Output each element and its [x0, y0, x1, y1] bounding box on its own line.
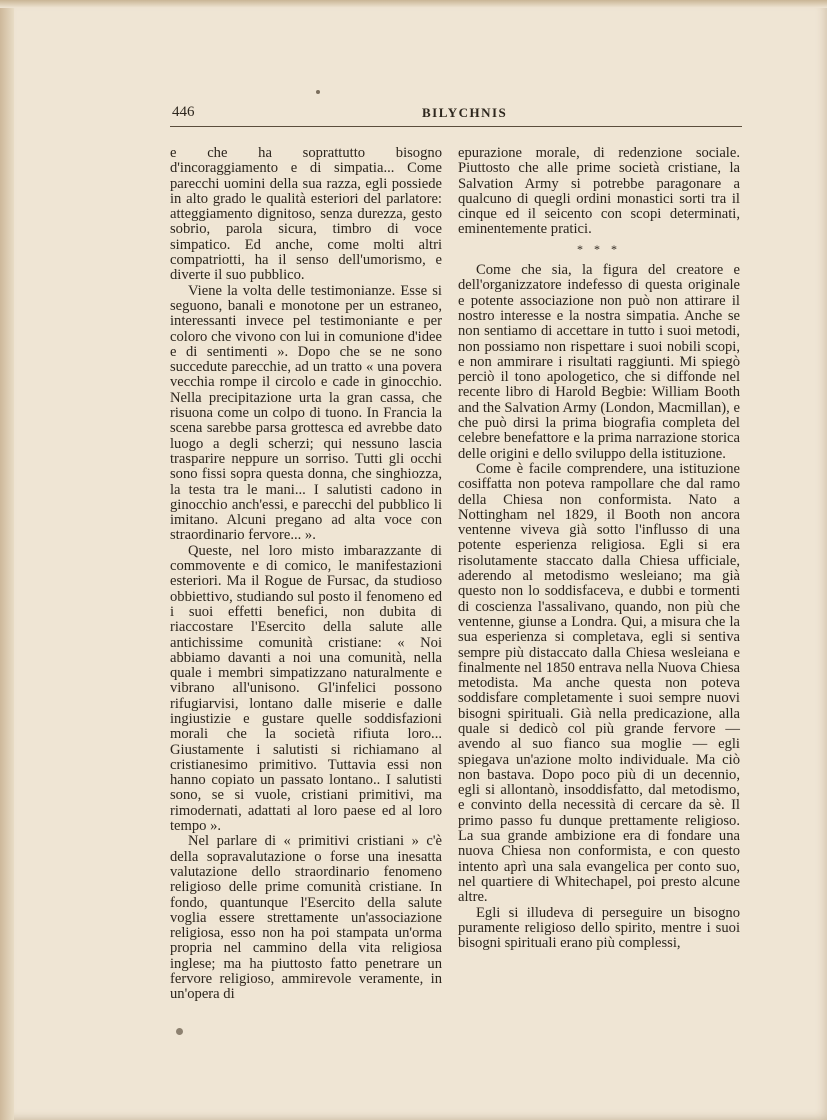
page-header [170, 100, 742, 127]
paragraph: epurazione morale, di redenzione sociale. Piuttosto che alle prime società cristiane, la Salvation Army si potrebbe paragonare a qualcuno di quegli ordini monastici sorti tra il cinque ed il seicento con scopi determinati, eminentemente pratici. [458, 145, 740, 238]
right-column [458, 146, 740, 951]
running-title: BILYCHNIS [422, 105, 508, 120]
page-number: 446 [172, 104, 195, 120]
page-top-edge [0, 0, 827, 8]
paragraph: e che ha soprattutto bisogno d'incoraggiamento e di simpatia... Come parecchi uomini della sua razza, egli possiede in alto grado le qualità esteriori del parlatore: atteggiamento dignitoso, senza durezza, gesto sobrio, parola sicura, timbro di voce simpatico. Ed anche, come molti altri compatriotti, ha il senso dell'umorismo, e diverte il suo pubblico. [170, 145, 442, 284]
paragraph: Queste, nel loro misto imbarazzante di commovente e di comico, le manifestazioni esteriori. Ma il Rogue de Fursac, da studioso obbiettivo, studiando sul posto il fenomeno ed i suoi effetti benefici, non dubita di riaccostare l'Esercito della salute alle antichissime comunità cristiane: « Noi abbiamo davanti a noi una comunità, nella quale i membri simpatizzano naturalmente e vibrano all'unisono. Gl'infelici possono rifugiarvisi, lontano dalle miserie e dalle ingiustizie e gustare quelle soddisfazioni morali che la società rifiuta loro... Giustamente i salutisti si richiamano al cristianesimo primitivo. Tuttavia essi non hanno copiato un passato lontano.. I salutisti sono, se si vuole, cristiani primitivi, ma rimodernati, adattati al loro paese ed al loro tempo ». [170, 542, 442, 835]
paragraph: Come è facile comprendere, una istituzione cosiffatta non poteva rampollare che dal ramo della Chiesa non conformista. Nato a Nottingham nel 1829, il Booth non ancora ventenne viveva già sotto l'influsso di una potente esperienza religiosa. Egli si era risolutamente staccato dalla Chiesa ufficiale, aderendo al metodismo wesleiano; ma già questo non lo soddisfaceva, e dubbi e tormenti di coscienza l'assalivano, quando, non più che ventenne, giunse a Londra. Qui, a misura che la sua esperienza si completava, egli si sentiva sempre più distaccato dalla Chiesa wesleiana e finalmente nel 1850 entrava nella Nuova Chiesa metodista. Ma anche questa non poteva soddisfare completamente i suoi sempre nuovi bisogni spirituali. Già nella predicazione, alla quale si dedicò col più grande fervore — avendo al suo fianco sua moglie — egli spiegava un'azione molto individuale. Ma ciò non bastava. Dopo poco più di un decennio, egli si allontanò, insoddisfatto, dal metodismo, e convinto della necessità di cercare da sè. Il primo passo fu dunque prettamente religioso. La sua grande ambizione era di fondare una nuova Chiesa non conformista, e con questo intento aprì una sala evangelica per conto suo, nel quartiere di Whitechapel, poi presto alcune altre. [458, 460, 740, 906]
page-left-edge [0, 0, 14, 1120]
ink-spot [176, 1028, 183, 1035]
section-separator: * * * [577, 241, 621, 256]
paragraph: Come che sia, la figura del creatore e dell'organizzatore indefesso di questa originale e potente associazione non può non attirare il nostro interesse e la nostra simpatia. Anche se non sentiamo di accettare in tutto i suoi metodi, non possiamo non rispettare i suoi nobili scopi, e non ammirare i risultati raggiunti. Mi spiegò perciò il tono apologetico, che si diffonde nel recente libro di Harold Begbie: William Booth and the Salvation Army (London, Macmillan), e che può dirsi la prima biografia completa del celebre benefattore e la prima narrazione storica delle origini e dello sviluppo della istituzione. [458, 262, 740, 462]
paragraph: Viene la volta delle testimonianze. Esse si seguono, banali e monotone per un estraneo, interessanti invece pel testimoniante e per coloro che vivono con lui in comunione d'idee e di sentimenti ». Dopo che se ne sono succedute parecchie, ad un tratto « una povera vecchia rompe il circolo e cade in ginocchio. Nella precipitazione urta la gran cassa, che risuona come un colpo di tuono. In Francia la scena sarebbe parsa grottesca ed avrebbe dato luogo a degli scherzi; qui nessuno lascia trasparire neppure un sorriso. Tutti gli occhi sono fissi sopra questa donna, che singhiozza, la testa tra le mani... I salutisti cadono in ginocchio anch'essi, e parecchi del pubblico li imitano. Alcuni pregano ad alta voce con straordinario fervore... ». [170, 282, 442, 544]
paragraph: Egli si illudeva di perseguire un bisogno puramente religioso dello spirito, mentre i suoi bisogni spirituali erano più complessi, [458, 904, 740, 952]
paragraph: Nel parlare di « primitivi cristiani » c'è della sopravalutazione o forse una inesatta valutazione dello straordinario fenomeno religioso delle prime comunità cristiane. In fondo, quantunque l'Esercito della salute voglia essere strettamente un'associazione religiosa, esso non ha poi stampata un'orma propria nel cammino della vita religiosa inglese; ma ha piuttosto fatto penetrare un fervore religioso, ammirevole veramente, in un'opera di [170, 833, 442, 1003]
left-column [170, 146, 442, 1003]
ink-spot [316, 90, 320, 94]
